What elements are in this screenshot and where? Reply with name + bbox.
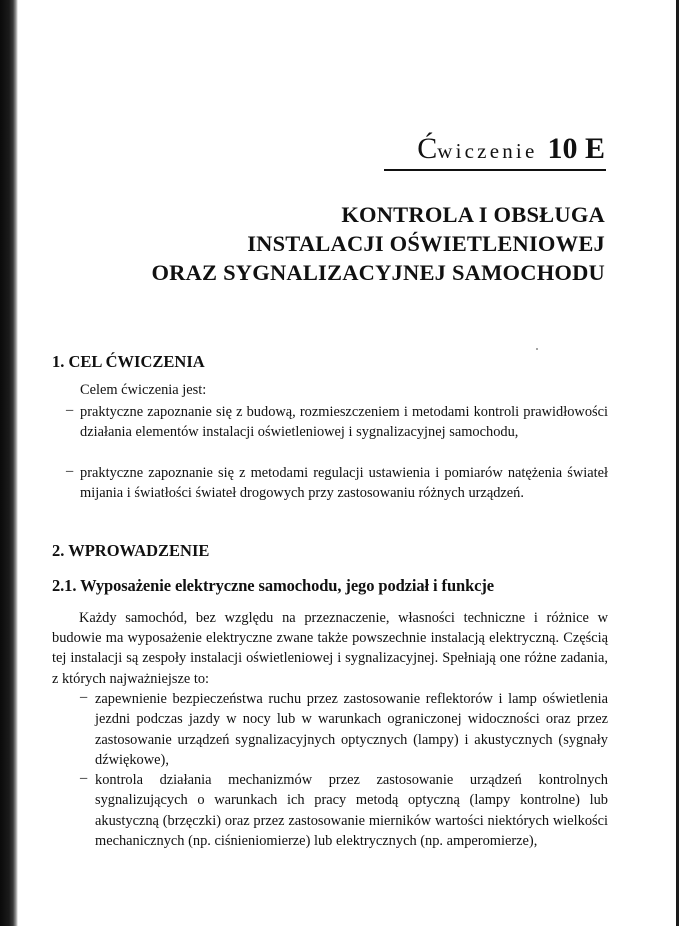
chapter-underline (384, 169, 606, 171)
section-1-intro: Celem ćwiczenia jest: (80, 382, 207, 398)
bullet-marker: – (66, 402, 74, 418)
section-1-bullet-1: praktyczne zapoznanie się z budową, rozmieszczeniem i metodami kontroli prawidłowości działania elementów instalacji oświetleniowej i sygnalizacyjnej samochodu, (80, 404, 608, 441)
section-2-bullet-1: zapewnienie bezpieczeństwa ruchu przez zastosowanie reflektorów i lamp oświetlenia jezdni podczas jazdy w nocy lub w warunkach ograniczonej widoczności oraz przez zastosowanie urządzeń sygnalizacyjnych optycznych (lampy) i akustycznych (sygnały dźwiękowe), (95, 691, 608, 769)
chapter-label (417, 132, 605, 166)
chapter-word-initial: Ć (417, 132, 438, 165)
section-1-heading: 1. CEL ĆWICZENIA (52, 352, 205, 371)
section-2-bullet-2: kontrola działania mechanizmów przez zastosowanie urządzeń kontrolnych sygnalizujących o warunkach ich pracy metodą optyczną (lampy kontrolne) lub akustyczną (brzęczki) oraz przez zastosowanie mierników wartości niektórych wielkości mechanicznych (np. ciśnieniomierze) lub elektrycznych (np. amperomierze), (95, 772, 608, 850)
scan-binding-edge-left (0, 0, 18, 926)
bullet-marker: – (66, 463, 74, 479)
section-2-heading: 2. WPROWADZENIE (52, 541, 210, 560)
scan-binding-edge-right (676, 0, 679, 926)
chapter-number: 10 E (547, 132, 605, 165)
section-2-1-subheading: 2.1. Wyposażenie elektryczne samochodu, jego podział i funkcje (52, 576, 495, 595)
bullet-marker: – (80, 689, 88, 705)
section-1-bullet-2: praktyczne zapoznanie się z metodami regulacji ustawienia i pomiarów natężenia świateł mijania i światłości świateł drogowych przy zastosowaniu różnych urządzeń. (80, 465, 608, 502)
title-line-3: ORAZ SYGNALIZACYJNEJ SAMOCHODU (151, 260, 605, 285)
page-title (151, 200, 605, 287)
chapter-word (417, 132, 538, 165)
section-2-1-paragraph: Każdy samochód, bez względu na przeznaczenie, własności techniczne i różnice w budowie ma wyposażenie elektryczne zwane także powszechnie instalacją elektryczną. Częścią tej instalacji są zespoły instalacji oświetleniowej i sygnalizacyjnej. Spełniają one różne zadania, z których najważniejsze to: (52, 610, 608, 687)
bullet-marker: – (80, 770, 88, 786)
chapter-word-rest: wiczenie (437, 139, 538, 163)
title-line-2: INSTALACJI OŚWIETLENIOWEJ (247, 231, 605, 256)
title-line-1: KONTROLA I OBSŁUGA (341, 202, 605, 227)
scan-speck (536, 348, 538, 350)
